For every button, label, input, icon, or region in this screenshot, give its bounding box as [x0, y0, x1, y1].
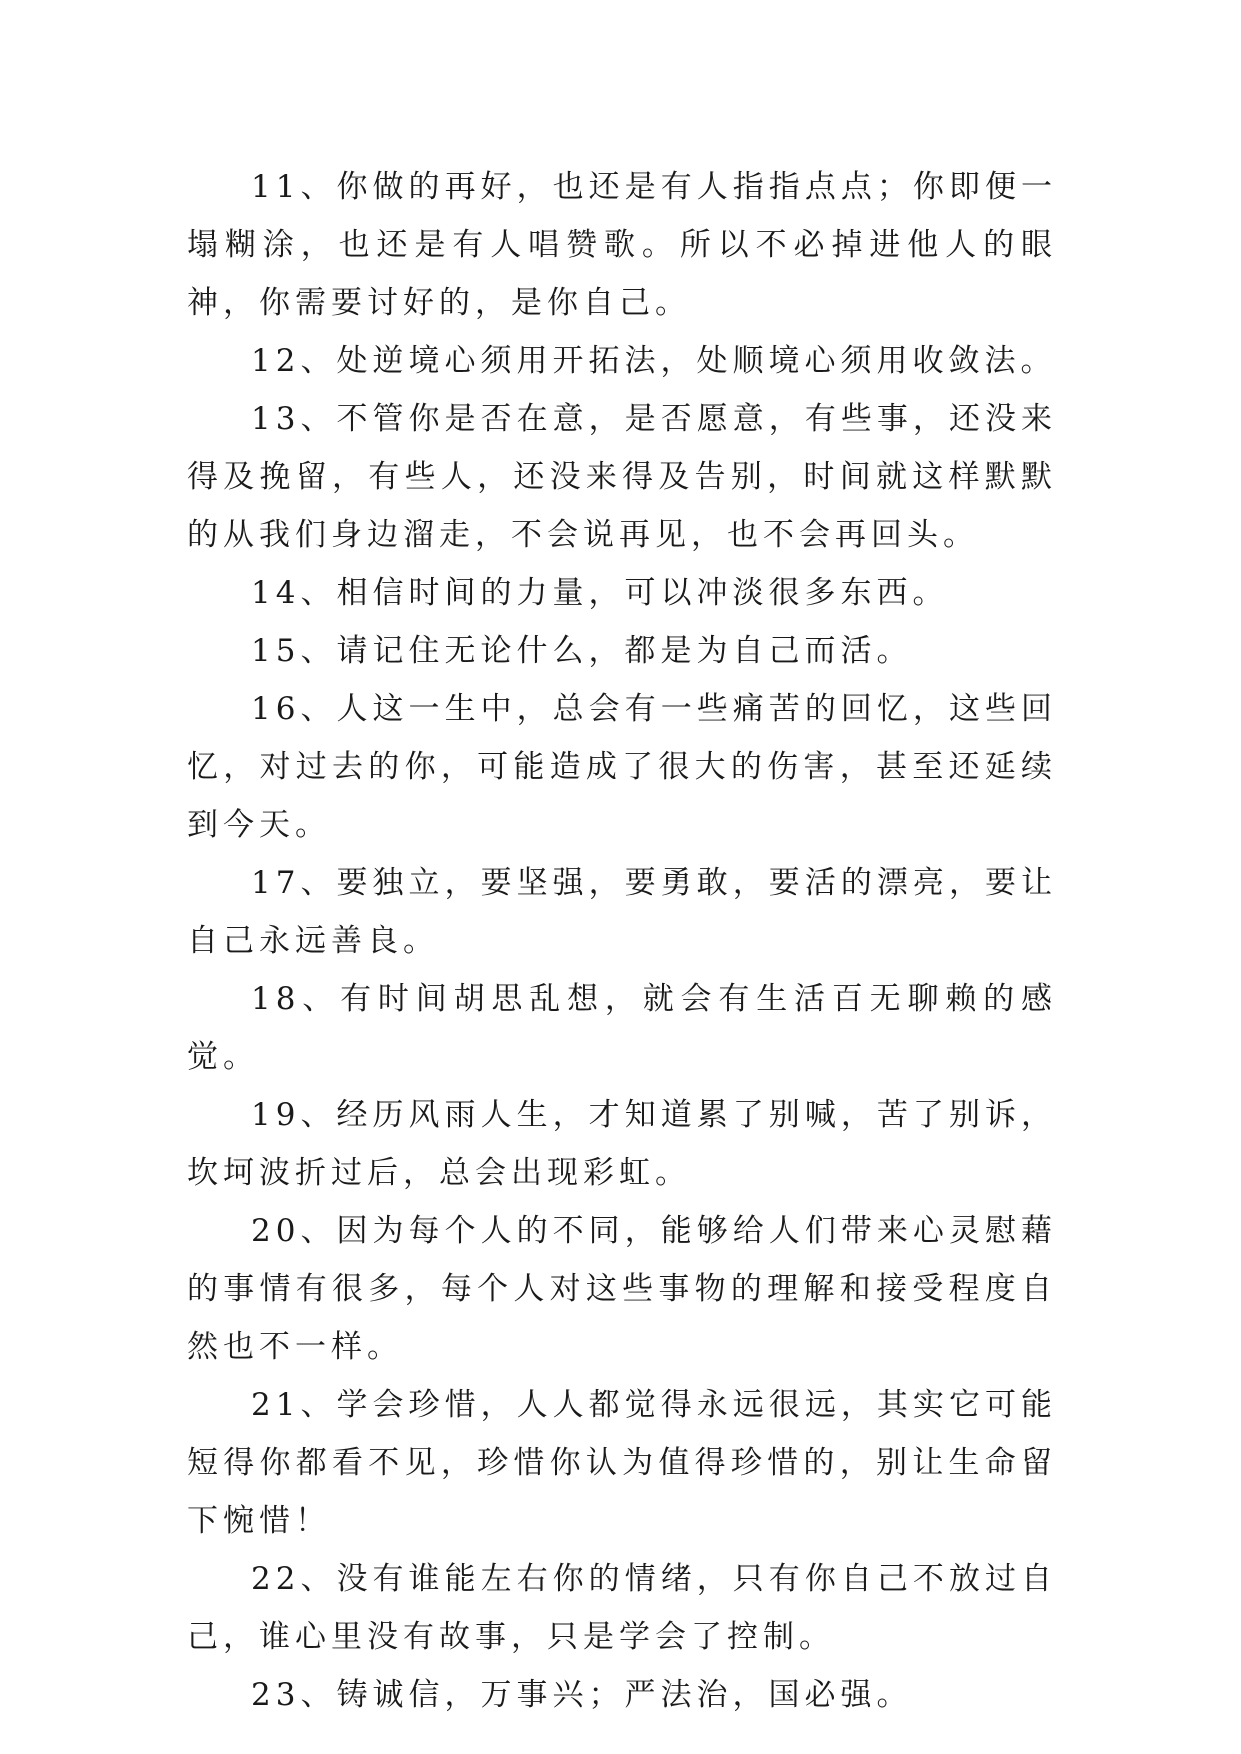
paragraph-17: 17、要独立，要坚强，要勇敢，要活的漂亮，要让自己永远善良。 [187, 865, 1057, 959]
paragraph-19: 19、经历风雨人生，才知道累了别喊，苦了别诉，坎坷波折过后，总会出现彩虹。 [187, 1097, 1057, 1191]
paragraph-21: 21、学会珍惜，人人都觉得永远很远，其实它可能短得你都看不见，珍惜你认为值得珍惜的，别让生命留下惋惜！ [187, 1387, 1057, 1539]
paragraph-12: 12、处逆境心须用开拓法，处顺境心须用收敛法。 [251, 343, 1057, 379]
paragraph-11: 11、你做的再好，也还是有人指指点点；你即便一塌糊涂，也还是有人唱赞歌。所以不必掉进他人的眼神，你需要讨好的，是你自己。 [187, 169, 1057, 321]
paragraph-16: 16、人这一生中，总会有一些痛苦的回忆，这些回忆，对过去的你，可能造成了很大的伤害，甚至还延续到今天。 [187, 691, 1057, 843]
document-body [187, 158, 1057, 1724]
paragraph-23: 23、铸诚信，万事兴；严法治，国必强。 [251, 1677, 913, 1713]
paragraph-13: 13、不管你是否在意，是否愿意，有些事，还没来得及挽留，有些人，还没来得及告别，时间就这样默默的从我们身边溜走，不会说再见，也不会再回头。 [187, 401, 1057, 553]
paragraph-20: 20、因为每个人的不同，能够给人们带来心灵慰藉的事情有很多，每个人对这些事物的理解和接受程度自然也不一样。 [187, 1213, 1057, 1365]
paragraph-22: 22、没有谁能左右你的情绪，只有你自己不放过自己，谁心里没有故事，只是学会了控制。 [187, 1561, 1057, 1655]
paragraph-18: 18、有时间胡思乱想，就会有生活百无聊赖的感觉。 [187, 981, 1057, 1075]
paragraph-15: 15、请记住无论什么，都是为自己而活。 [251, 633, 913, 669]
paragraph-14: 14、相信时间的力量，可以冲淡很多东西。 [251, 575, 949, 611]
